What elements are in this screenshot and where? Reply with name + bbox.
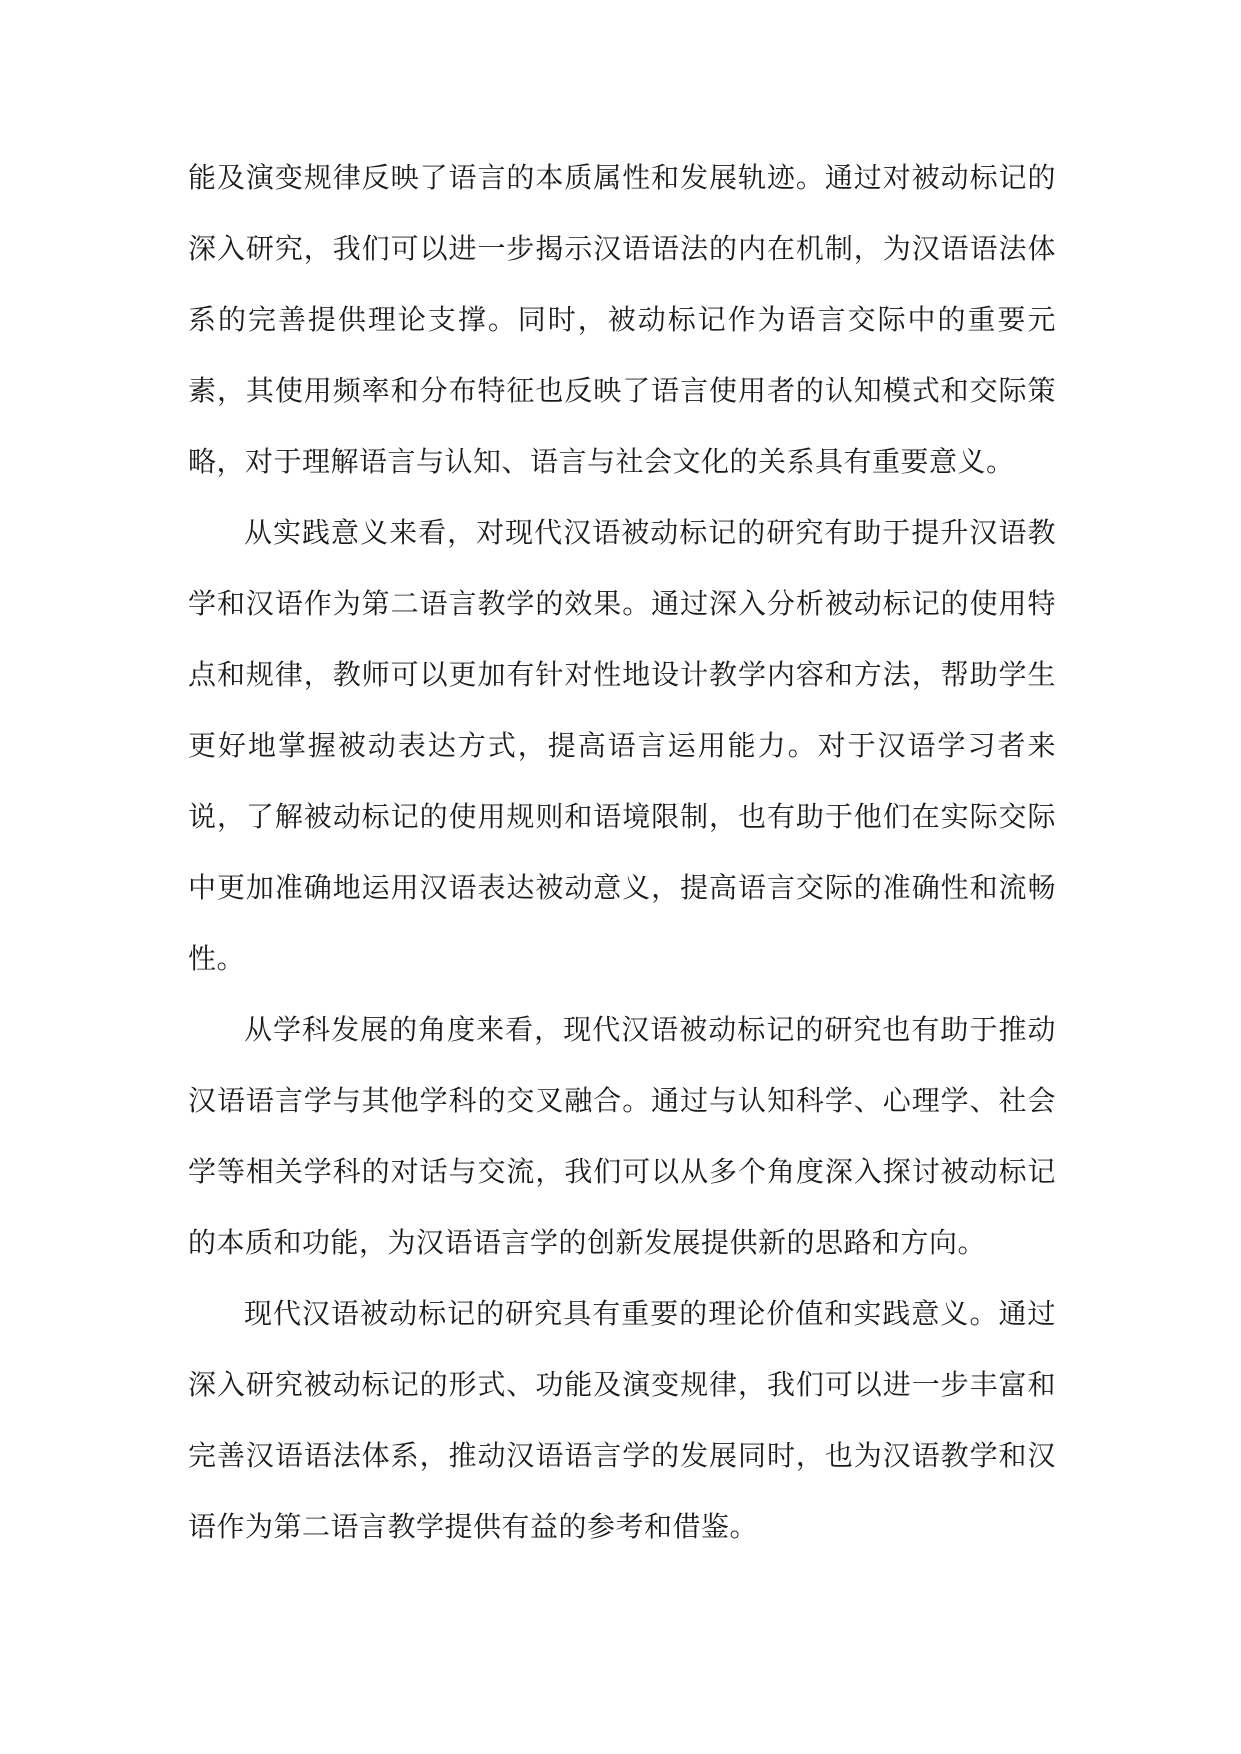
- paragraph-conclusion: 现代汉语被动标记的研究具有重要的理论价值和实践意义。通过深入研究被动标记的形式、功能及演变规律，我们可以进一步丰富和完善汉语语法体系，推动汉语语言学的发展同时，也为汉语教学和汉语作为第二语言教学提供有益的参考和借鉴。: [188, 1297, 1056, 1543]
- body-text: [188, 142, 1056, 1562]
- paragraph-discipline-development: 从学科发展的角度来看，现代汉语被动标记的研究也有助于推动汉语语言学与其他学科的交叉融合。通过与认知科学、心理学、社会学等相关学科的对话与交流，我们可以从多个角度深入探讨被动标记的本质和功能，为汉语语言学的创新发展提供新的思路和方向。: [188, 1013, 1056, 1259]
- paragraph-practical-significance: 从实践意义来看，对现代汉语被动标记的研究有助于提升汉语教学和汉语作为第二语言教学的效果。通过深入分析被动标记的使用特点和规律，教师可以更加有针对性地设计教学内容和方法，帮助学生更好地掌握被动表达方式，提高语言运用能力。对于汉语学习者来说，了解被动标记的使用规则和语境限制，也有助于他们在实际交际中更加准确地运用汉语表达被动意义，提高语言交际的准确性和流畅性。: [188, 516, 1056, 975]
- paragraph-continued: 能及演变规律反映了语言的本质属性和发展轨迹。通过对被动标记的深入研究，我们可以进一步揭示汉语语法的内在机制，为汉语语法体系的完善提供理论支撑。同时，被动标记作为语言交际中的重要元素，其使用频率和分布特征也反映了语言使用者的认知模式和交际策略，对于理解语言与认知、语言与社会文化的关系具有重要意义。: [188, 161, 1056, 478]
